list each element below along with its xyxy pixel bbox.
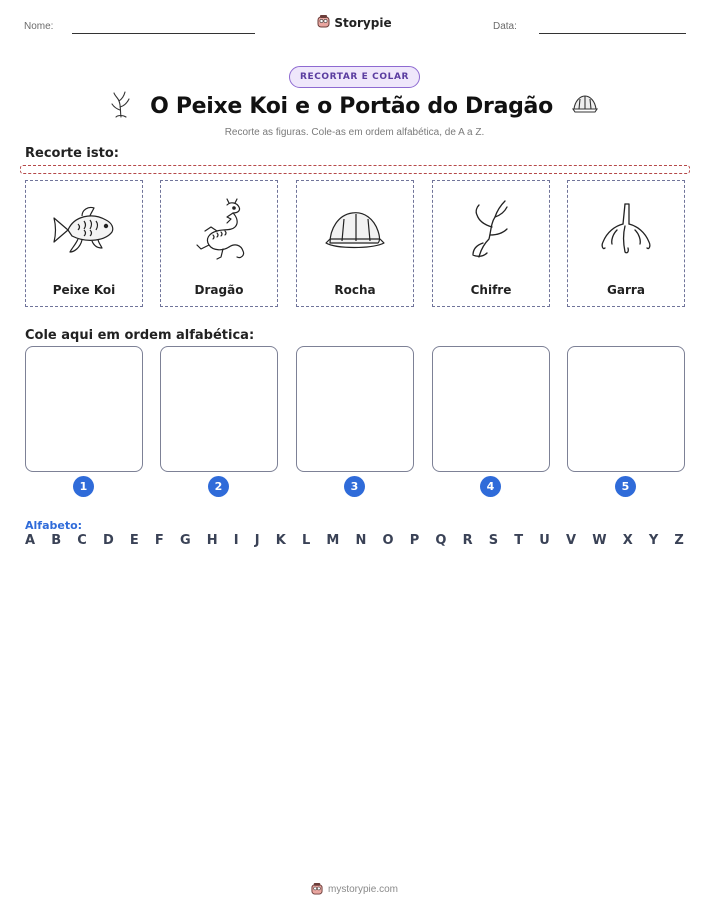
card-label: Dragão [194,283,244,297]
storypie-mascot-icon [311,880,323,899]
rock-icon [297,189,413,271]
alphabet-letter: C [77,533,87,548]
slot-number-3: 3 [344,476,365,497]
shell-icon [571,93,599,119]
alphabet-letter: D [102,533,114,548]
cut-line [20,165,690,174]
cut-card-koi[interactable] [25,180,143,307]
alphabet-letter: U [539,533,550,548]
alphabet-letter: F [154,533,164,548]
alphabet-letter: Z [674,533,684,548]
claw-icon [568,189,684,271]
alphabet-letter: X [622,533,633,548]
date-label: Data: [493,21,517,32]
page-title: O Peixe Koi e o Portão do Dragão [150,93,553,119]
alphabet-letter: I [233,533,239,548]
paste-slot-5[interactable] [567,346,685,472]
antler-icon [433,189,549,271]
name-line[interactable] [72,33,255,34]
alphabet-label: Alfabeto: [25,519,83,532]
name-label: Nome: [24,21,54,32]
brand-name: Storypie [334,15,392,30]
alphabet-letter: H [206,533,218,548]
instructions: Recorte as figuras. Cole-as em ordem alfabética, de A a Z. [224,127,485,138]
alphabet-letter: W [592,533,607,548]
alphabet-letter: N [355,533,367,548]
alphabet-letter: V [566,533,577,548]
alphabet-letter: B [51,533,62,548]
alphabet-letter: S [488,533,499,548]
cut-card-dragon[interactable] [160,180,278,307]
slot-number-4: 4 [480,476,501,497]
alphabet-letter: M [326,533,340,548]
brand-logo [0,13,709,32]
footer-url[interactable]: mystorypie.com [327,884,398,895]
alphabet-letter: J [254,533,260,548]
alphabet-letter: O [382,533,394,548]
alphabet-letter: K [275,533,286,548]
card-label: Chifre [470,283,512,297]
card-label: Garra [607,283,645,297]
slot-number-2: 2 [208,476,229,497]
card-label: Peixe Koi [52,283,116,297]
footer [0,880,709,899]
activity-badge: RECORTAR E COLAR [289,66,420,88]
dragon-icon [161,189,277,271]
alphabet-letter: A [25,533,36,548]
slot-number-5: 5 [615,476,636,497]
cut-section-label: Recorte isto: [25,146,119,161]
slot-number-1: 1 [73,476,94,497]
alphabet-letter: Y [648,533,659,548]
title-row [0,90,709,122]
storypie-mascot-icon [317,13,330,32]
alphabet-letter: P [409,533,420,548]
alphabet-letter: R [462,533,473,548]
koi-fish-icon [26,189,142,271]
card-label: Rocha [334,283,376,297]
alphabet-letter: Q [435,533,447,548]
alphabet-letter: T [514,533,524,548]
alphabet-letter: G [179,533,191,548]
alphabet-row [25,533,684,548]
paste-slot-4[interactable] [432,346,550,472]
alphabet-letter: E [129,533,139,548]
paste-slot-3[interactable] [296,346,414,472]
coral-icon [110,90,132,122]
date-line[interactable] [539,33,686,34]
paste-slot-2[interactable] [160,346,278,472]
alphabet-letter: L [301,533,311,548]
cut-card-rock[interactable] [296,180,414,307]
paste-section-label: Cole aqui em ordem alfabética: [25,328,255,343]
cut-card-claw[interactable] [567,180,685,307]
cut-card-antler[interactable] [432,180,550,307]
paste-slot-1[interactable] [25,346,143,472]
